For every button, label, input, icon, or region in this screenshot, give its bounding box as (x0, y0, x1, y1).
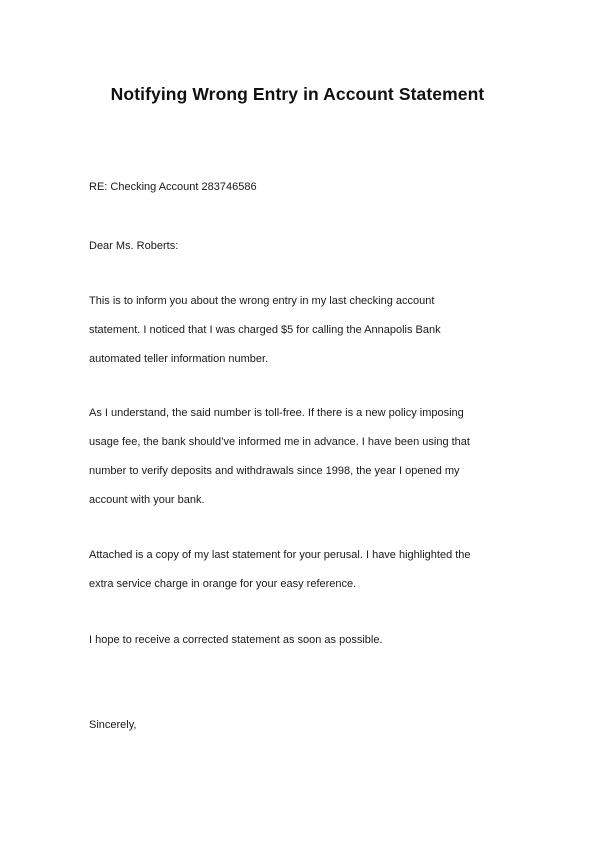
re-line: RE: Checking Account 283746586 (89, 181, 257, 193)
closing: Sincerely, (89, 719, 137, 731)
paragraph-2-line-3: number to verify deposits and withdrawals since 1998, the year I opened my (89, 465, 460, 477)
paragraph-1-line-2: statement. I noticed that I was charged $5 for calling the Annapolis Bank (89, 324, 441, 336)
paragraph-2-line-4: account with your bank. (89, 494, 205, 506)
paragraph-3-line-1: Attached is a copy of my last statement for your perusal. I have highlighted the (89, 549, 471, 561)
paragraph-4-line-1: I hope to receive a corrected statement as soon as possible. (89, 634, 383, 646)
paragraph-2-line-1: As I understand, the said number is toll-free. If there is a new policy imposing (89, 407, 464, 419)
paragraph-1-line-1: This is to inform you about the wrong entry in my last checking account (89, 295, 435, 307)
salutation: Dear Ms. Roberts: (89, 240, 179, 252)
paragraph-1-line-3: automated teller information number. (89, 353, 269, 365)
paragraph-3-line-2: extra service charge in orange for your easy reference. (89, 578, 357, 590)
document-title: Notifying Wrong Entry in Account Statement (110, 84, 485, 104)
paragraph-2-line-2: usage fee, the bank should’ve informed me in advance. I have been using that (89, 436, 470, 448)
